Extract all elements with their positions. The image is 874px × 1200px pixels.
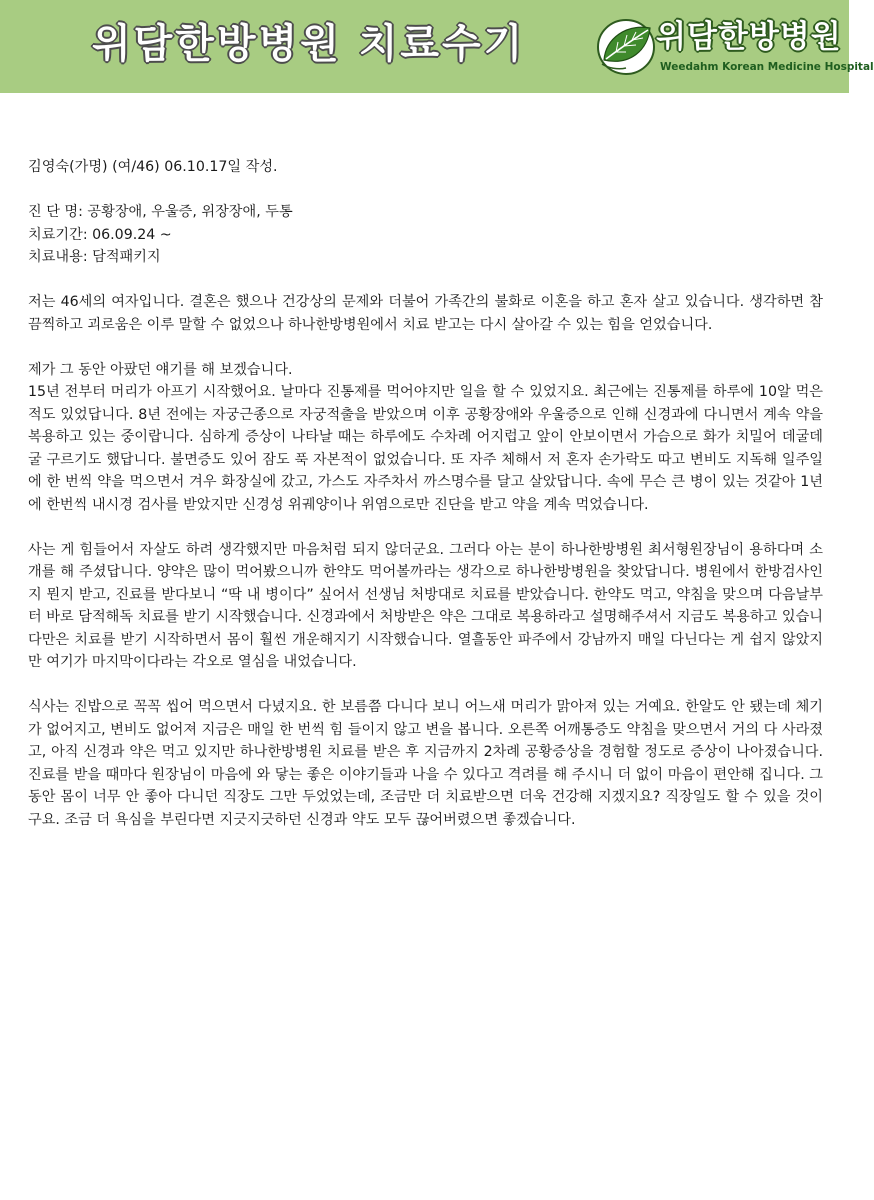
page-title: 위담한방병원 치료수기: [92, 21, 526, 67]
hospital-logo: [596, 14, 874, 80]
paragraph-treatment: 사는 게 힘들어서 자살도 하려 생각했지만 마음처럼 되지 않더군요. 그러다 아는 분이 하나한방병원 최서형원장님이 용하다며 소개를 해 주셨답니다. 양약은 많이 먹어봤으니까 한약도 먹어볼까라는 생각으로 하나한방병원을 찾았답니다. 병원에서 한방검사인지 뭔지 받고, 진료를 받다보니 “딱 내 병이다” 싶어서 선생님 처방대로 치료를 받았습니다. 한약도 먹고, 약침을 맞으며 다음날부터 바로 담적해독 치료를 받기 시작했습니다. 신경과에서 처방받은 약은 그대로 복용하라고 설명해주셔서 지금도 복용하고 있습니다만은 치료를 받기 시작하면서 몸이 훨씬 개운해지기 시작했습니다. 열흘동안 파주에서 강남까지 매일 다닌다는 게 쉽지 않았지만 여기가 마지막이다라는 각오로 열심을 내었습니다.: [28, 541, 823, 670]
treatment-content-line: 치료내용: 담적패키지: [28, 249, 161, 265]
spacer: [28, 179, 823, 202]
diagnosis-line: 진 단 명: 공황장애, 우울증, 위장장애, 두통: [28, 204, 293, 220]
paragraph-intro: 저는 46세의 여자입니다. 결혼은 했으나 건강상의 문제와 더불어 가족간의 불화로 이혼을 하고 혼자 살고 있습니다. 생각하면 참 끔찍하고 괴로움은 이루 말할 수 없었으나 하나한방병원에서 치료 받고는 다시 살아갈 수 있는 힘을 얻었습니다.: [28, 294, 823, 333]
header-banner: [0, 0, 874, 93]
logo-subtitle: Weedahm Korean Medicine Hospital: [660, 61, 874, 73]
treatment-period-line: 치료기간: 06.09.24 ~: [28, 226, 172, 243]
author-line: 김영숙(가명) (여/46) 06.10.17일 작성.: [28, 159, 278, 175]
leaf-circle-icon: [596, 18, 656, 76]
testimonial-body: [28, 156, 823, 854]
paragraph-history: 제가 그 동안 아팠던 얘기를 해 보겠습니다. 15년 전부터 머리가 아프기 시작했어요. 날마다 진통제를 먹어야지만 일을 할 수 있었지요. 최근에는 진통제를 하루에 10알 먹은 적도 있었답니다. 8년 전에는 자궁근종으로 자궁적출을 받았으며 이후 공황장애와 우울증으로 인해 신경과에 다니면서 계속 약을 복용하고 있는 중이랍니다. 심하게 증상이 나타날 때는 하루에도 수차례 어지럽고 앞이 안보이면서 가슴으로 화가 치밀어 데굴데굴 구르기도 했답니다. 불면증도 있어 잠도 푹 자본적이 없었습니다. 또 자주 체해서 저 혼자 손가락도 따고 변비도 지독해 일주일에 한 번씩 약을 먹으면서 겨우 화장실에 갔고, 가스도 자주차서 까스명수를 달고 살았답니다. 속에 무슨 큰 병이 있는 것같아 1년에 한번씩 내시경 검사를 받았지만 신경성 위궤양이나 위염으로만 진단을 받고 약을 계속 먹었습니다.: [28, 361, 824, 513]
paragraph-recovery: 식사는 진밥으로 꼭꼭 씹어 먹으면서 다녔지요. 한 보름쯤 다니다 보니 어느새 머리가 맑아져 있는 거예요. 한알도 안 됐는데 체기가 없어지고, 변비도 없어져 지금은 매일 한 번씩 힘 들이지 않고 변을 봅니다. 오른쪽 어깨통증도 약침을 맞으면서 거의 다 사라졌고, 아직 신경과 약은 먹고 있지만 하나한방병원 치료를 받은 후 지금까지 2차례 공황증상을 경험할 정도로 증상이 나아졌습니다. 진료를 받을 때마다 원장님이 마음에 와 닿는 좋은 이야기들과 나을 수 있다고 격려를 해 주시니 더 없이 마음이 편안해 집니다. 그동안 몸이 너무 안 좋아 다니던 직장도 그만 두었었는데, 조금만 더 치료받으면 더욱 건강해 지겠지요? 직장일도 할 수 있을 것이구요. 조금 더 욕심을 부린다면 지긋지긋하던 신경과 약도 모두 끊어버렸으면 좋겠습니다.: [28, 699, 823, 828]
logo-name: 위담한방병원: [656, 19, 842, 55]
